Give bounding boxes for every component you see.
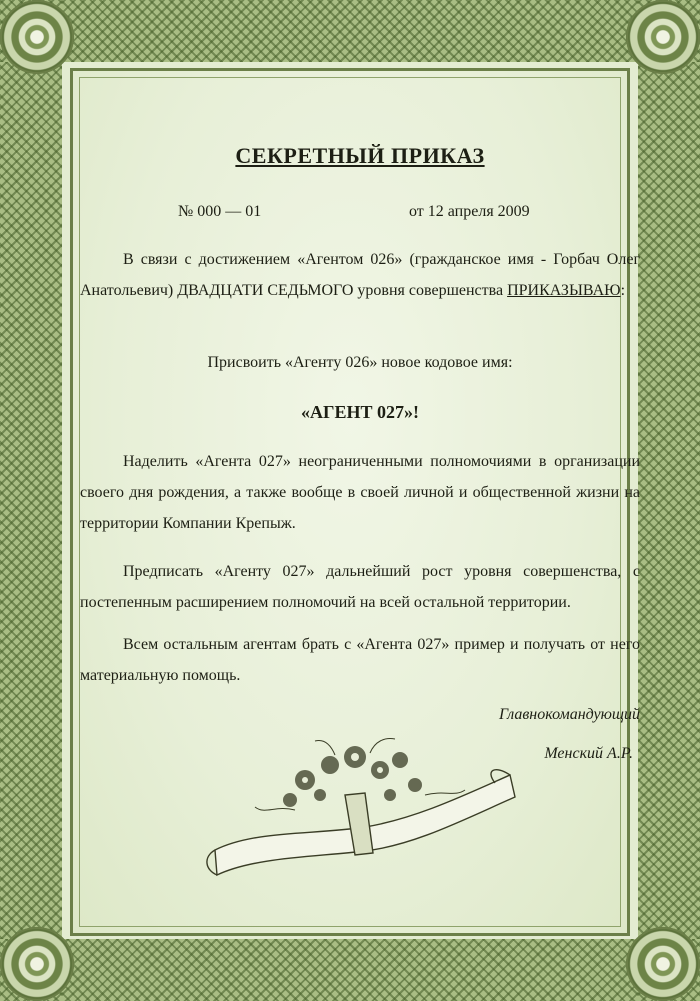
corner-rosette-icon — [0, 0, 74, 74]
corner-rosette-icon — [626, 0, 700, 74]
signature-title: Главнокомандующий — [498, 706, 640, 723]
paragraph-intro — [80, 244, 640, 306]
paragraph-intro-text: В связи с достижением «Агентом 026» (гражданское имя - Горбач Олег Анатольевич) ДВАДЦАТИ СЕДЬМОГО уровня совершенства — [80, 251, 640, 299]
paragraph-example: Всем остальным агентам брать с «Агента 027» пример и получать от него материальную помощь. — [80, 636, 640, 684]
document-title: СЕКРЕТНЫЙ ПРИКАЗ — [235, 143, 485, 168]
paragraph-powers: Наделить «Агента 027» неограниченными полномочиями в организации своего дня рождения, а также вообще в своей личной и общественной жизни на территории Компании Крепыж. — [80, 453, 640, 532]
paragraph-growth: Предписать «Агенту 027» дальнейший рост уровня совершенства, с постепенным расширением полномочий на всей остальной территории. — [80, 563, 640, 611]
floral-ribbon-emblem-icon — [195, 735, 525, 885]
assign-line: Присвоить «Агенту 026» новое кодовое имя: — [207, 354, 513, 371]
order-date: от 12 апреля 2009 — [409, 203, 530, 220]
new-code-name: «АГЕНТ 027»! — [301, 402, 419, 422]
order-word: ПРИКАЗЫВАЮ — [507, 282, 621, 299]
corner-rosette-icon — [626, 927, 700, 1001]
order-number: № 000 — 01 — [178, 203, 262, 220]
order-colon: : — [620, 282, 626, 299]
signature-name: Менский А.Р. — [544, 745, 633, 762]
corner-rosette-icon — [0, 927, 74, 1001]
